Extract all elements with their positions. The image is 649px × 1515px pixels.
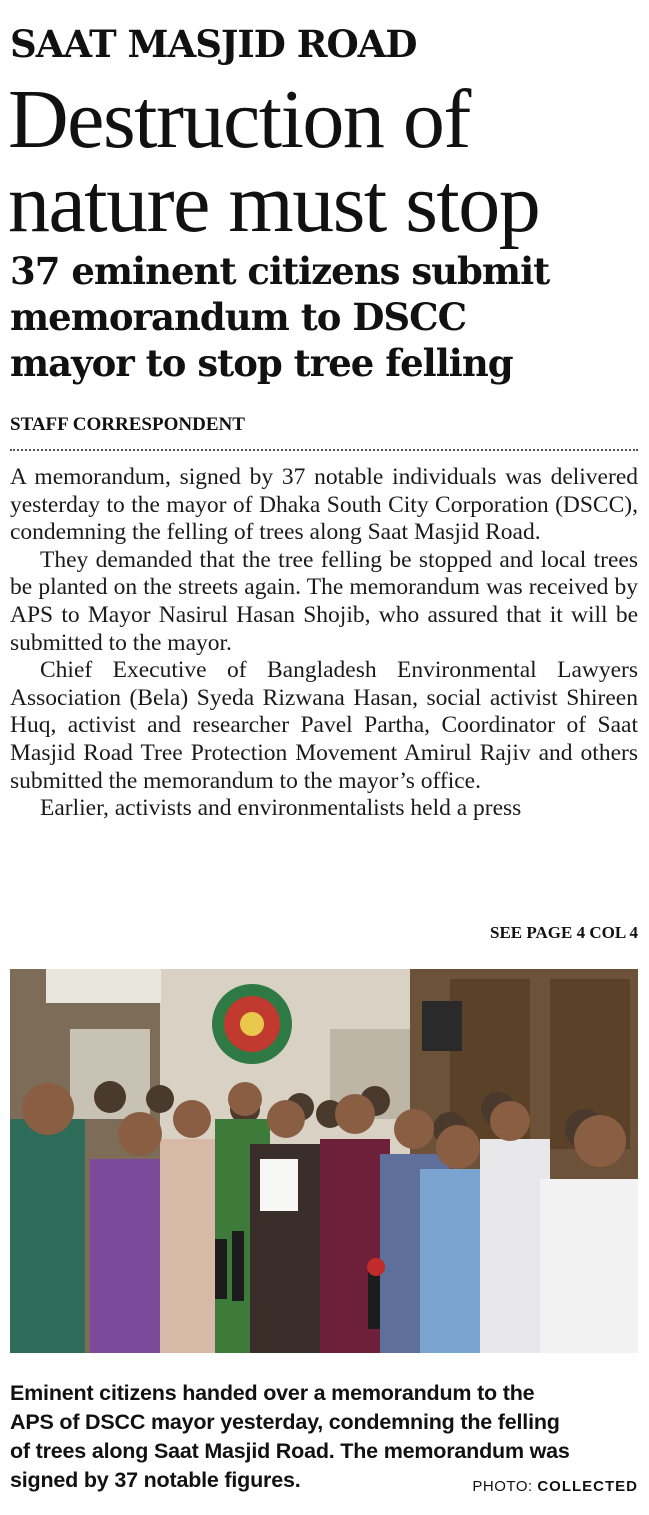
headline-line: nature must stop bbox=[8, 157, 540, 250]
group-photo-icon bbox=[10, 969, 638, 1353]
news-photo bbox=[10, 969, 638, 1353]
subheadline bbox=[10, 248, 640, 386]
article-body bbox=[10, 464, 638, 908]
headline bbox=[8, 73, 644, 250]
continuation-link[interactable]: SEE PAGE 4 COL 4 bbox=[490, 923, 638, 942]
paragraph: They demanded that the tree felling be stopped and local trees be planted on the streets again. The memorandum was received by APS to Mayor Nasirul Hasan Shojib, who assured that it will be submitted to the mayor. bbox=[10, 546, 638, 656]
paragraph: Earlier, activists and environmentalists held a press bbox=[40, 795, 522, 822]
paragraph: Chief Executive of Bangladesh Environmental Lawyers Association (Bela) Syeda Rizwana Hasan, social activist Shireen Huq, activist and researcher Pavel Partha, Coordinator of Saat Masjid Road Tree Protection Movement Amirul Rajiv and others submitted the memorandum to the mayor’s office. bbox=[10, 657, 638, 794]
subhead-line: memorandum to DSCC bbox=[10, 295, 467, 339]
kicker: SAAT MASJID ROAD bbox=[10, 22, 417, 66]
byline: STAFF CORRESPONDENT bbox=[10, 414, 245, 435]
caption-line: Eminent citizens handed over a memorandum to the bbox=[10, 1381, 535, 1405]
caption-line: APS of DSCC mayor yesterday, condemning the felling bbox=[10, 1410, 560, 1434]
subhead-line: mayor to stop tree felling bbox=[10, 341, 513, 385]
photo-credit bbox=[472, 1478, 638, 1495]
caption-line: signed by 37 notable figures. bbox=[10, 1468, 301, 1492]
credit-label: PHOTO: bbox=[472, 1478, 538, 1495]
divider bbox=[10, 449, 638, 451]
subhead-line: 37 eminent citizens submit bbox=[10, 249, 550, 293]
caption-line: of trees along Saat Masjid Road. The memorandum was bbox=[10, 1439, 570, 1463]
credit-value: COLLECTED bbox=[537, 1478, 638, 1495]
paragraph: A memorandum, signed by 37 notable individuals was delivered yesterday to the mayor of Dhaka South City Corporation (DSCC), condemning the felling of trees along Saat Masjid Road. bbox=[10, 464, 638, 546]
headline-line: Destruction of bbox=[8, 73, 470, 166]
